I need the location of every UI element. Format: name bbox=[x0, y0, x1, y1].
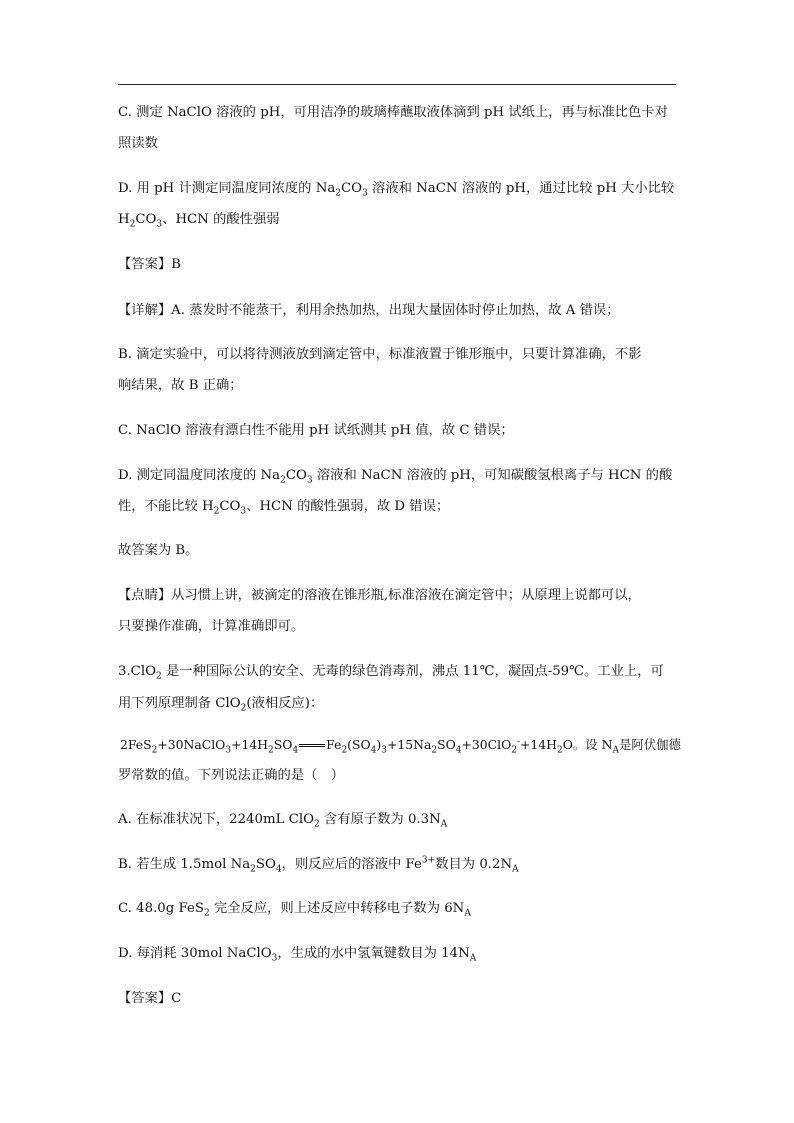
option-c-line-1: C. 测定 NaClO 溶液的 pH，可用洁净的玻璃棒蘸取液体滴到 pH 试纸上，再与标准比色卡对 bbox=[118, 105, 668, 120]
subscript: 2 bbox=[313, 819, 320, 830]
option-c bbox=[118, 900, 688, 918]
text: CO bbox=[341, 181, 363, 196]
text: +14H bbox=[520, 737, 557, 752]
text: C. 48.0g FeS bbox=[118, 901, 204, 916]
question-3-line-1 bbox=[118, 663, 688, 681]
subscript: A bbox=[612, 745, 619, 756]
text: CO bbox=[219, 499, 241, 514]
answer-1: 【答案】B bbox=[118, 257, 181, 272]
subscript: 2 bbox=[335, 188, 341, 199]
text: 、HCN 的酸性强弱 bbox=[162, 212, 280, 227]
comment-line-1: 【点睛】从习惯上讲，被滴定的溶液在锥形瓶,标准溶液在滴定管中；从原理上说都可以， bbox=[118, 588, 641, 603]
subscript: 4 bbox=[292, 745, 299, 756]
text: (液相反应)： bbox=[246, 696, 324, 711]
subscript: 4 bbox=[275, 864, 282, 875]
detail-b-line-2: 响结果，故 B 正确； bbox=[118, 378, 243, 393]
subscript: 2 bbox=[240, 703, 247, 714]
subscript: A bbox=[440, 819, 448, 830]
text: +15Na bbox=[386, 737, 432, 752]
subscript: 3 bbox=[156, 219, 163, 230]
text: 性，不能比较 H bbox=[118, 499, 214, 514]
text: A. 在标准状况下，2240mL ClO bbox=[118, 812, 314, 827]
detail-conclusion: 故答案为 B。 bbox=[118, 543, 199, 558]
text: D. 测定同温度同浓度的 Na bbox=[118, 468, 281, 483]
option-d bbox=[118, 945, 688, 963]
text: SO bbox=[437, 737, 456, 752]
option-b bbox=[118, 856, 688, 874]
text: D. 用 pH 计测定同温度同浓度的 Na bbox=[118, 181, 336, 196]
text: 数目为 0.2N bbox=[435, 857, 513, 872]
text: 用下列原理制备 ClO bbox=[118, 696, 241, 711]
header-rule bbox=[118, 84, 676, 85]
text: 溶液和 NaCN 溶液的 pH，可知碳酸氢根离子与 HCN 的酸 bbox=[312, 468, 673, 483]
subscript: 2 bbox=[151, 745, 158, 756]
superscript: 3+ bbox=[421, 855, 436, 866]
subscript: 4 bbox=[370, 745, 377, 756]
subscript: 3 bbox=[271, 953, 278, 964]
subscript: 2 bbox=[156, 671, 162, 682]
detail-d-line-2 bbox=[118, 498, 688, 516]
subscript: 2 bbox=[557, 745, 563, 756]
text: B. 若生成 1.5mol Na bbox=[118, 857, 251, 872]
question-3-line-4: 罗常数的值。下列说法正确的是（ ） bbox=[118, 768, 345, 783]
reaction-equation bbox=[120, 736, 690, 754]
text: +14H bbox=[231, 737, 269, 752]
question-3-line-2 bbox=[118, 695, 688, 713]
subscript: 2 bbox=[129, 219, 136, 230]
subscript: 3 bbox=[225, 745, 232, 756]
subscript: 3 bbox=[381, 745, 387, 756]
detail-a: 【详解】A. 蒸发时不能蒸干，利用余热加热，出现大量固体时停止加热，故 A 错误； bbox=[118, 303, 620, 318]
subscript: 2 bbox=[250, 864, 256, 875]
subscript: 4 bbox=[455, 745, 462, 756]
text: 含有原子数为 0.3N bbox=[319, 812, 441, 827]
subscript: 3 bbox=[240, 506, 247, 517]
text: 、HCN 的酸性强弱，故 D 错误； bbox=[246, 499, 450, 514]
subscript: 3 bbox=[306, 475, 313, 486]
subscript: 2 bbox=[341, 745, 348, 756]
subscript: 2 bbox=[203, 908, 210, 919]
text: +30NaClO bbox=[157, 737, 226, 752]
text: +30ClO bbox=[461, 737, 512, 752]
option-c-line-2: 照读数 bbox=[118, 136, 158, 151]
text: SO bbox=[255, 857, 276, 872]
option-a bbox=[118, 811, 688, 829]
subscript: 2 bbox=[511, 745, 517, 756]
text: CO bbox=[135, 212, 157, 227]
subscript: 3 bbox=[362, 188, 368, 199]
text: O。设 N bbox=[562, 737, 613, 752]
subscript: 2 bbox=[280, 475, 286, 486]
answer-2: 【答案】C bbox=[118, 991, 182, 1006]
subscript: A bbox=[464, 908, 471, 919]
comment-line-2: 只要操作准确，计算准确即可。 bbox=[118, 619, 305, 634]
option-d-line-2 bbox=[118, 211, 688, 229]
detail-b-line-1: B. 滴定实验中，可以将待测液放到滴定管中，标准液置于锥形瓶中，只要计算准确，不影 bbox=[118, 347, 642, 362]
equals-arrow bbox=[299, 744, 325, 747]
text: 是一种国际公认的安全、无毒的绿色消毒剂，沸点 11℃，凝固点-59℃。工业上，可 bbox=[161, 664, 664, 679]
text: (SO bbox=[347, 737, 371, 752]
text: 3.ClO bbox=[118, 664, 157, 679]
text: 溶液和 NaCN 溶液的 pH，通过比较 pH 大小比较 bbox=[367, 181, 675, 196]
text: 是阿伏伽德 bbox=[618, 737, 681, 752]
superscript: - bbox=[516, 736, 521, 747]
subscript: 2 bbox=[213, 506, 220, 517]
option-d-line-1 bbox=[118, 180, 688, 198]
text: ，生成的水中氢氧键数目为 14N bbox=[277, 946, 470, 961]
detail-c: C. NaClO 溶液有漂白性不能用 pH 试纸测其 pH 值，故 C 错误； bbox=[118, 423, 514, 438]
text: Fe bbox=[326, 737, 342, 752]
subscript: A bbox=[512, 864, 519, 875]
subscript: A bbox=[469, 953, 477, 964]
text: H bbox=[118, 212, 130, 227]
text: SO bbox=[273, 737, 293, 752]
text: ) bbox=[376, 737, 382, 752]
text: 完全反应，则上述反应中转移电子数为 6N bbox=[209, 901, 465, 916]
subscript: 2 bbox=[431, 745, 438, 756]
text: CO bbox=[285, 468, 307, 483]
subscript: 2 bbox=[268, 745, 274, 756]
text: D. 每消耗 30mol NaClO bbox=[118, 946, 272, 961]
text: 2FeS bbox=[120, 737, 152, 752]
text: ，则反应后的溶液中 Fe bbox=[281, 857, 422, 872]
detail-d-line-1 bbox=[118, 467, 688, 485]
